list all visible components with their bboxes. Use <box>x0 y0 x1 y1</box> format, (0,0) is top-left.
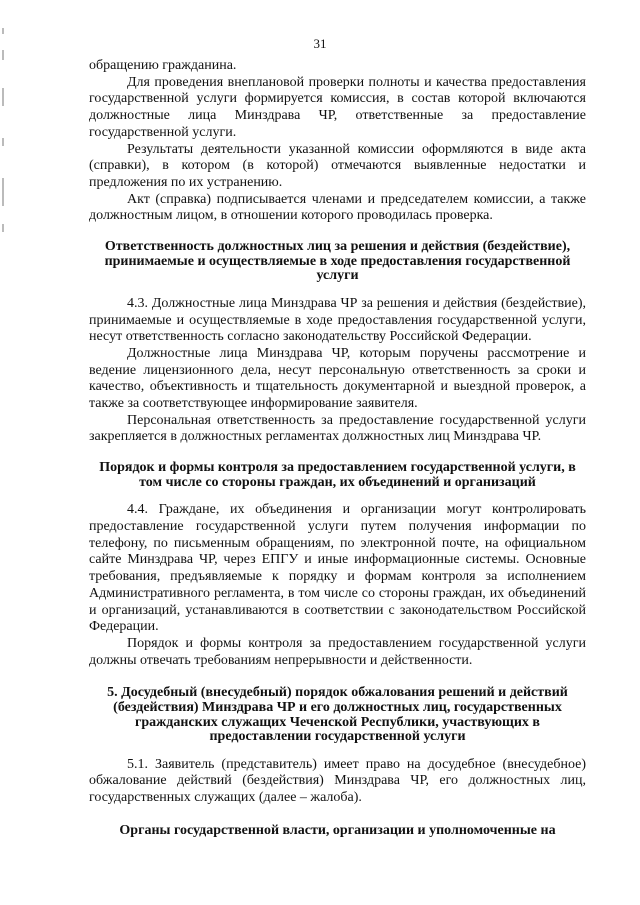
paragraph-continuity: Порядок и формы контроля за предоставлением государственной услуги должны отвечать требованиям непрерывности и действенности. <box>89 635 586 668</box>
paragraph-personal-responsibility: Должностные лица Минздрава ЧР, которым поручены рассмотрение и ведение лицензионного дела, несут персональную ответственность за сроки и качество, объективность и тщательность документарной и выездной проверок, а также за соответствующее информирование заявителя. <box>89 345 586 412</box>
paragraph-results: Результаты деятельности указанной комиссии оформляются в виде акта (справки), в котором (в которой) отмечаются выявленные недостатки и предложения по их устранению. <box>89 141 586 190</box>
document-body <box>89 58 586 838</box>
heading-responsibility: Ответственность должностных лиц за решения и действия (бездействие), принимаемые и осуществляемые в ходе предоставления государственной услуги <box>104 239 571 284</box>
scan-edge-marks <box>2 28 6 238</box>
paragraph-5-1: 5.1. Заявитель (представитель) имеет право на досудебное (внесудебное) обжалование действий (бездействия) Минздрава ЧР, его должностных лиц, государственных служащих (далее – жалоба). <box>89 756 586 806</box>
heading-control: Порядок и формы контроля за предоставлением государственной услуги, в том числе со стороны граждан, их объединений и организаций <box>99 460 576 490</box>
paragraph-4-3: 4.3. Должностные лица Минздрава ЧР за решения и действия (бездействие), принимаемые и осуществляемые в ходе предоставления государственной услуги, несут ответственность согласно законодательству Российской Федерации. <box>89 295 586 345</box>
page-number: 31 <box>313 36 327 51</box>
paragraph-regulations: Персональная ответственность за предоставление государственной услуги закрепляется в должностных регламентах должностных лиц Минздрава ЧР. <box>89 412 586 445</box>
paragraph-commission: Для проведения внеплановой проверки полноты и качества предоставления государственной услуги формируется комиссия, в состав которой включаются должностные лица Минздрава ЧР, ответственные за предоставление государственной услуги. <box>89 74 586 140</box>
paragraph-act: Акт (справка) подписывается членами и председателем комиссии, а также должностным лицом, в отношении которого проводилась проверка. <box>89 191 586 224</box>
paragraph-continuation: обращению гражданина. <box>89 58 237 73</box>
heading-section-5: 5. Досудебный (внесудебный) порядок обжалования решений и действий (бездействия) Минздрава ЧР и его должностных лиц, государственных гражданских служащих Чеченской Республики, участвующих в предоставлении государственной услуги <box>107 685 568 745</box>
paragraph-4-4: 4.4. Граждане, их объединения и организации могут контролировать предоставление государственной услуги путем получения информации по телефону, по письменным обращениям, по электронной почте, на официальном сайте Минздрава ЧР, через ЕПГУ и иные информационные системы. Основные требования, предъявляемые к порядку и формам контроля за исполнением Административного регламента, в том числе со стороны граждан, их объединений и организаций, устанавливаются в соответствии с законодательством Российской Федерации. <box>89 502 586 635</box>
heading-authorities: Органы государственной власти, организации и уполномоченные на <box>119 822 556 838</box>
